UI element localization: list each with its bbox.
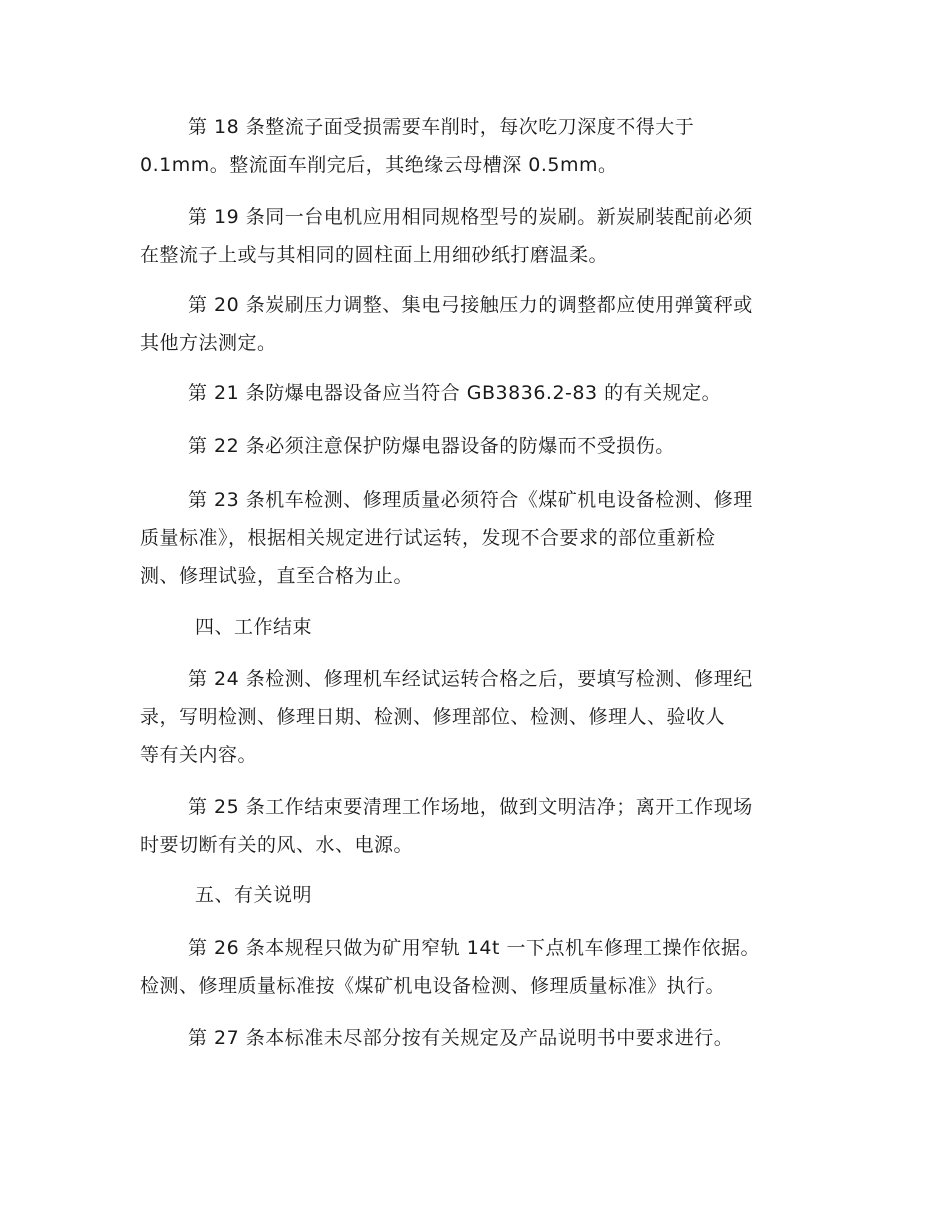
article-19-line-2: 在整流子上或与其相同的圆柱面上用细砂纸打磨温柔。 [140,244,609,266]
article-26-line-1: 第 26 条本规程只做为矿用窄轨 14t 一下点机车修理工操作依据。 [188,937,760,959]
article-22-line-1: 第 22 条必须注意保护防爆电器设备的防爆而不受损伤。 [188,435,675,457]
article-21 [140,374,820,412]
article-18-line-1: 第 18 条整流子面受损需要车削时，每次吃刀深度不得大于 [188,116,695,138]
article-27 [140,1019,820,1057]
article-25 [140,788,820,864]
article-23-line-3: 测、修理试验，直至合格为止。 [140,565,414,587]
article-23 [140,481,820,595]
article-19-line-1: 第 19 条同一台电机应用相同规格型号的炭刷。新炭刷装配前必须 [188,206,753,228]
article-24-line-1: 第 24 条检测、修理机车经试运转合格之后，要填写检测、修理纪 [188,668,753,690]
article-20 [140,286,820,362]
section-4-heading [140,608,820,646]
article-24-line-2: 录，写明检测、修理日期、检测、修理部位、检测、修理人、验收人 [140,706,726,728]
article-24-line-3: 等有关内容。 [140,744,258,766]
article-27-line-1: 第 27 条本标准未尽部分按有关规定及产品说明书中要求进行。 [188,1027,734,1049]
article-23-line-1: 第 23 条机车检测、修理质量必须符合《煤矿机电设备检测、修理 [188,489,753,511]
section-4-title: 四、工作结束 [195,616,313,638]
article-24 [140,660,820,774]
article-25-line-2: 时要切断有关的风、水、电源。 [140,834,414,856]
article-18 [140,108,820,184]
article-20-line-1: 第 20 条炭刷压力调整、集电弓接触压力的调整都应使用弹簧秤或 [188,294,753,316]
section-5-heading [140,876,820,914]
article-26 [140,929,820,1005]
article-23-line-2: 质量标准》，根据相关规定进行试运转，发现不合要求的部位重新检 [140,527,716,549]
article-18-line-2: 0.1mm。整流面车削完后，其绝缘云母槽深 0.5mm。 [140,154,618,176]
article-26-line-2: 检测、修理质量标准按《煤矿机电设备检测、修理质量标准》执行。 [140,975,726,997]
article-21-line-1: 第 21 条防爆电器设备应当符合 GB3836.2-83 的有关规定。 [188,382,722,404]
section-5-title: 五、有关说明 [195,884,313,906]
article-20-line-2: 其他方法测定。 [140,332,277,354]
article-19 [140,198,820,274]
article-25-line-1: 第 25 条工作结束要清理工作场地，做到文明洁净；离开工作现场 [188,796,753,818]
article-22 [140,427,820,465]
